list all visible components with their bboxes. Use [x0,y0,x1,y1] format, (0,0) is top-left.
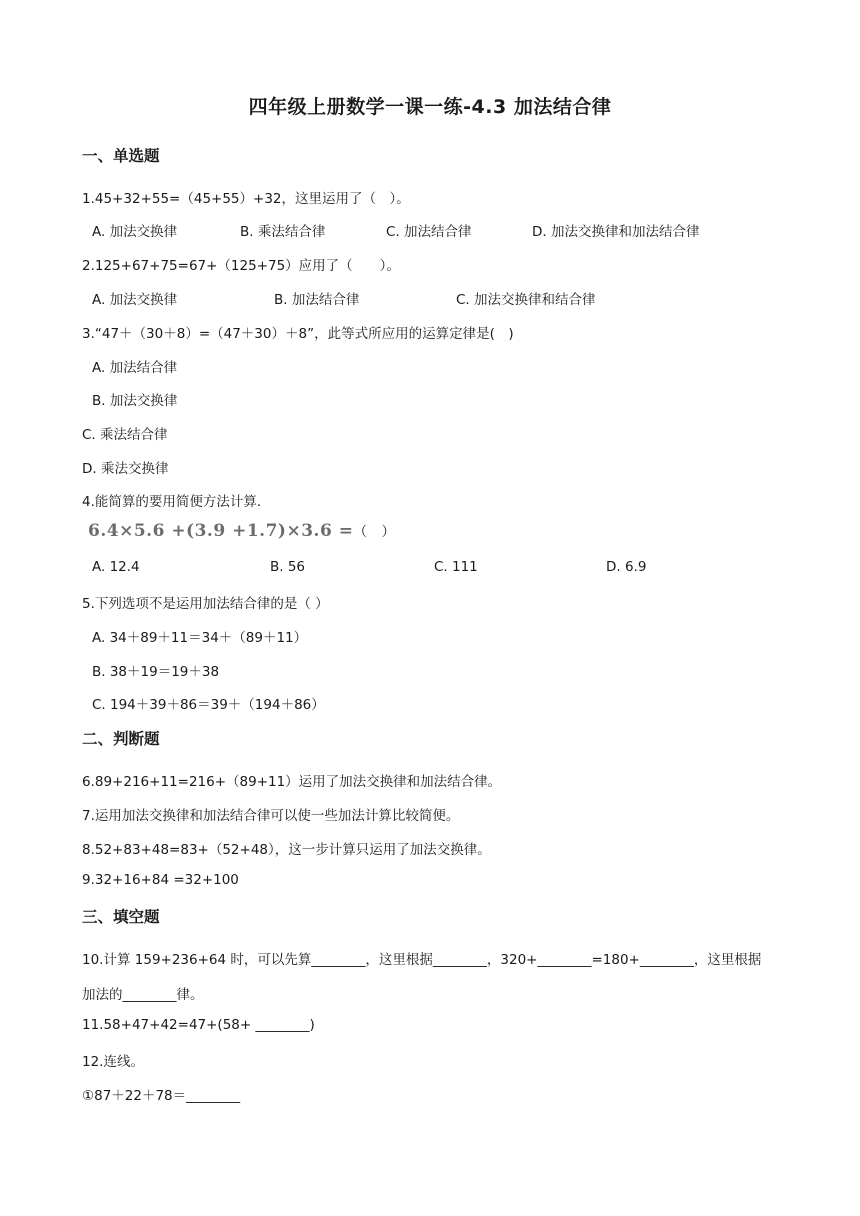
question-4: 4.能简算的要用简便方法计算. [82,494,262,510]
question-12: 12.连线。 [82,1054,144,1070]
question-7: 7.运用加法交换律和加法结合律可以使一些加法计算比较简便。 [82,808,460,824]
question-10-line-1: 10.计算 159+236+64 时，可以先算________，这里根据________，320+________=180+________，这里根据 [82,952,762,968]
q1-option-b: B. 乘法结合律 [240,224,326,240]
section-heading-true-false: 二、判断题 [82,730,160,748]
q4-option-b: B. 56 [270,559,306,575]
q3-option-c: C. 乘法结合律 [82,427,168,443]
q4-option-d: D. 6.9 [606,559,647,575]
q2-option-b: B. 加法结合律 [274,292,360,308]
q1-option-d: D. 加法交换律和加法结合律 [532,224,700,240]
q5-option-b: B. 38＋19＝19＋38 [92,664,220,680]
q4-answer-paren: （ ） [353,524,396,540]
question-11: 11.58+47+42=47+(58+ ________) [82,1017,315,1033]
q5-option-a: A. 34＋89＋11＝34＋（89＋11） [92,630,308,646]
q4-option-c: C. 111 [434,559,478,575]
q1-option-a: A. 加法交换律 [92,224,178,240]
q12-item-1: ①87＋22＋78＝________ [82,1088,241,1104]
question-3: 3.“47＋（30＋8）=（47＋30）＋8”，此等式所应用的运算定律是( ) [82,326,514,342]
q3-option-b: B. 加法交换律 [92,393,178,409]
question-1: 1.45+32+55=（45+55）+32，这里运用了（ ）。 [82,191,410,207]
q2-option-a: A. 加法交换律 [92,292,178,308]
q3-option-a: A. 加法结合律 [92,360,178,376]
question-2: 2.125+67+75=67+（125+75）应用了（ ）。 [82,258,400,274]
q4-formula-image [88,520,395,541]
q4-option-a: A. 12.4 [92,559,140,575]
page-title: 四年级上册数学一课一练-4.3 加法结合律 [248,96,612,118]
q4-formula-text: 6.4×5.6 +(3.9 +1.7)×3.6 = [88,521,354,541]
question-8: 8.52+83+48=83+（52+48），这一步计算只运用了加法交换律。 [82,842,491,858]
section-heading-single-choice: 一、单选题 [82,147,160,165]
q2-option-c: C. 加法交换律和结合律 [456,292,596,308]
question-6: 6.89+216+11=216+（89+11）运用了加法交换律和加法结合律。 [82,774,502,790]
q5-option-c: C. 194＋39＋86＝39＋（194＋86） [92,697,325,713]
q1-option-c: C. 加法结合律 [386,224,472,240]
question-10-line-2: 加法的________律。 [82,987,204,1003]
question-9: 9.32+16+84 =32+100 [82,872,239,888]
q3-option-d: D. 乘法交换律 [82,461,169,477]
section-heading-fill-in: 三、填空题 [82,908,160,926]
question-5: 5.下列选项不是运用加法结合律的是（ ） [82,596,329,612]
